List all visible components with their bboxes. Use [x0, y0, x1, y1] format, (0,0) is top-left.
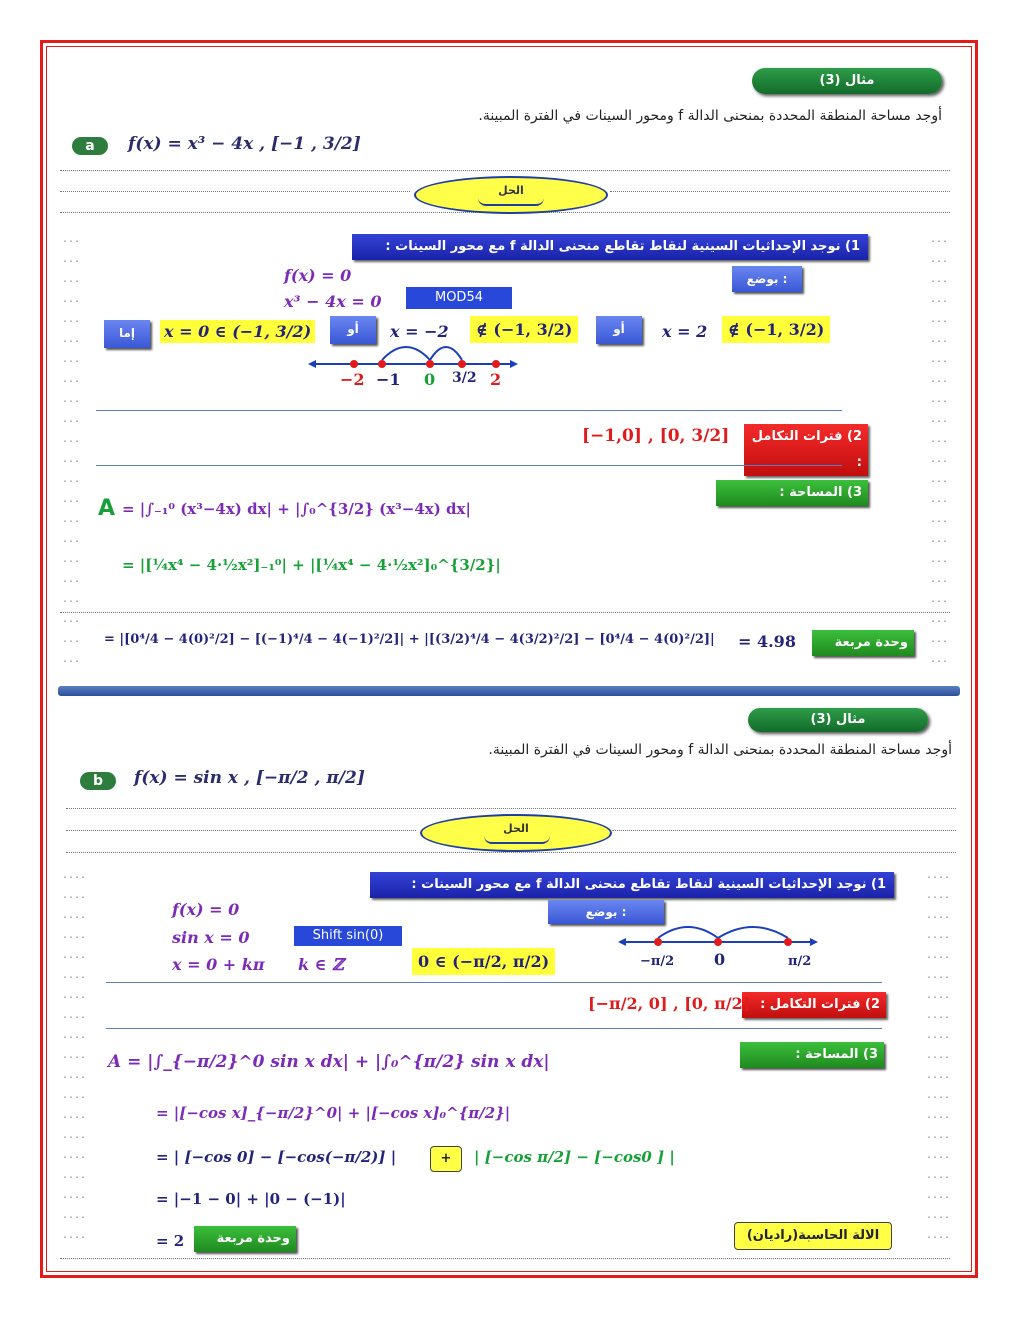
b-area-line-3b: | [−cos π/2] − [−cos0 ] |	[474, 1148, 675, 1166]
b-area-line-1: A = |∫_{−π/2}^0 sin x dx| + |∫₀^{π/2} sin x dx|	[108, 1052, 550, 1072]
either-label: إما	[104, 320, 150, 348]
example-b-step1: 1) نوجد الإحداثيات السينية لنقاط تقاطع منحنى الدالة f مع محور السينات :	[370, 872, 894, 898]
divider	[106, 982, 882, 983]
axis-arrow-left	[308, 360, 316, 368]
dotted-line	[60, 1258, 950, 1259]
dotted-line	[610, 191, 950, 192]
jump-arc	[658, 927, 718, 938]
smile-mouth	[478, 198, 544, 206]
a-area-line-2: = |[¼x⁴ − 4·½x²]₋₁⁰| + |[¼x⁴ − 4·½x²]₀^{3/2}|	[122, 556, 501, 574]
axis-arrow-left	[618, 938, 626, 946]
point	[426, 360, 434, 368]
example-b-badge: مثال (3)	[748, 708, 928, 732]
page-border-inner	[46, 46, 972, 1272]
area-A: A	[98, 496, 116, 521]
dotted-line	[60, 170, 950, 171]
example-a-problem: أوجد مساحة المنطقة المحددة بمنحنى الدالة f ومحور السينات في الفترة المبينة.	[478, 108, 942, 124]
a-area-line-3: = |[0⁴/4 − 4(0)²/2] − [(−1)⁴/4 − 4(−1)²/2]| + |[(3/2)⁴/4 − 4(3/2)²/2] − [0⁴/4 − 4(0)²/2]|	[104, 632, 715, 647]
left-margin-dots: .... .... .... .... .... .... .... .... .... .... .... .... .... .... .... .... .... .... ....	[62, 870, 87, 1241]
tick-label: −1	[376, 370, 401, 389]
b-fx-zero: f(x) = 0	[172, 900, 240, 919]
example-b-step3: 3) المساحة :	[740, 1042, 884, 1068]
left-margin-dots: ... ... ... ... ... ... ... ... ... ... ... ... ... ... ... ... ... ... ... ... ... ...	[62, 234, 81, 665]
b-intervals: [−π/2, 0] , [0, π/2]	[588, 994, 751, 1013]
example-a-step1: 1) نوجد الإحداثيات السينية لنقاط تقاطع منحنى الدالة f مع محور السينات :	[352, 234, 868, 260]
or-label-2: أو	[596, 316, 642, 344]
point	[378, 360, 386, 368]
calculator-mode: الالة الحاسبة(راديان)	[734, 1222, 892, 1250]
example-a-badge: مثال (3)	[752, 68, 942, 94]
tick-label: 2	[490, 370, 502, 389]
b-area-line-3a: = | [−cos 0] − [−cos(−π/2)] |	[156, 1148, 397, 1166]
example-a-letter: a	[72, 137, 108, 155]
jump-arc	[718, 927, 788, 938]
solution-label: الحل	[503, 822, 529, 835]
root-1: x = 0 ∈ (−1, 3/2)	[160, 322, 315, 341]
solution-smiley	[414, 176, 608, 214]
root-2: x = −2	[390, 322, 449, 341]
or-label-1: أو	[330, 316, 376, 344]
mod-label: MOD54	[406, 287, 512, 309]
a-fx-zero: f(x) = 0	[284, 266, 352, 285]
a-area-line-1: = |∫₋₁⁰ (x³−4x) dx| + |∫₀^{3/2} (x³−4x) dx|	[122, 500, 471, 518]
point	[784, 938, 792, 946]
dotted-line	[60, 612, 950, 613]
smile-mouth	[484, 836, 550, 844]
tick-label: 3/2	[452, 370, 477, 386]
b-zero-in: 0 ∈ (−π/2, π/2)	[412, 948, 555, 975]
b-area-line-4: = |−1 − 0| + |0 − (−1)|	[156, 1190, 346, 1208]
root-3-not-in: ∉ (−1, 3/2)	[722, 316, 830, 343]
jump-arc	[382, 347, 430, 360]
tick-label: −2	[340, 370, 365, 389]
section-separator	[58, 686, 960, 696]
tick-label: −π/2	[640, 954, 675, 969]
solution-label: الحل	[498, 184, 524, 197]
b-put-label: بوضع :	[548, 900, 664, 924]
root-3: x = 2	[662, 322, 708, 341]
put-label: بوضع :	[732, 266, 802, 292]
divider	[106, 1028, 882, 1029]
tick-label: 0	[424, 370, 436, 389]
dotted-line	[66, 852, 956, 853]
point	[714, 938, 722, 946]
b-plus-box: +	[430, 1146, 462, 1172]
b-area-line-2: = |[−cos x]_{−π/2}^0| + |[−cos x]₀^{π/2}|	[156, 1104, 511, 1122]
example-b-problem: أوجد مساحة المنطقة المحددة بمنحنى الدالة f ومحور السينات في الفترة المبينة.	[488, 742, 952, 758]
divider	[96, 465, 842, 466]
point	[492, 360, 500, 368]
tick-label: π/2	[788, 954, 812, 969]
example-a-step3: 3) المساحة :	[716, 480, 868, 506]
solution-smiley	[420, 814, 612, 852]
dotted-line	[612, 830, 956, 831]
point	[458, 360, 466, 368]
b-area-result: = 2	[156, 1232, 185, 1250]
b-solution: x = 0 + kπ	[172, 955, 265, 974]
a-unit: وحدة مربعة	[812, 630, 914, 656]
a-cubic-eq: x³ − 4x = 0	[284, 292, 382, 311]
point	[350, 360, 358, 368]
point	[654, 938, 662, 946]
example-b-letter: b	[80, 772, 116, 790]
example-b-function: f(x) = sin x , [−π/2 , π/2]	[134, 768, 365, 788]
right-margin-dots: ... ... ... ... ... ... ... ... ... ... ... ... ... ... ... ... ... ... ... ... ... ...	[930, 234, 949, 665]
b-unit: وحدة مربعة	[194, 1226, 296, 1252]
axis-arrow-right	[510, 360, 518, 368]
example-a-function: f(x) = x³ − 4x , [−1 , 3/2]	[128, 134, 361, 154]
dotted-line	[60, 191, 410, 192]
divider	[96, 410, 842, 411]
root-2-not-in: ∉ (−1, 3/2)	[470, 316, 578, 343]
b-k-condition: k ∈ ℤ	[298, 955, 344, 974]
b-sin-zero: sin x = 0	[172, 928, 250, 947]
jump-arc	[430, 347, 462, 360]
tick-label: 0	[714, 950, 726, 969]
example-b-step2: 2) فترات التكامل :	[742, 992, 886, 1018]
example-a-step2: 2) فترات التكامل :	[744, 424, 868, 476]
dotted-line	[66, 808, 956, 809]
dotted-line	[66, 830, 416, 831]
a-area-result: = 4.98	[738, 632, 796, 651]
right-margin-dots: .... .... .... .... .... .... .... .... .... .... .... .... .... .... .... .... .... .... ....	[926, 870, 951, 1241]
shift-label: Shift sin(0)	[294, 926, 402, 946]
a-intervals: [−1,0] , [0, 3/2]	[582, 426, 730, 446]
axis-arrow-right	[810, 938, 818, 946]
